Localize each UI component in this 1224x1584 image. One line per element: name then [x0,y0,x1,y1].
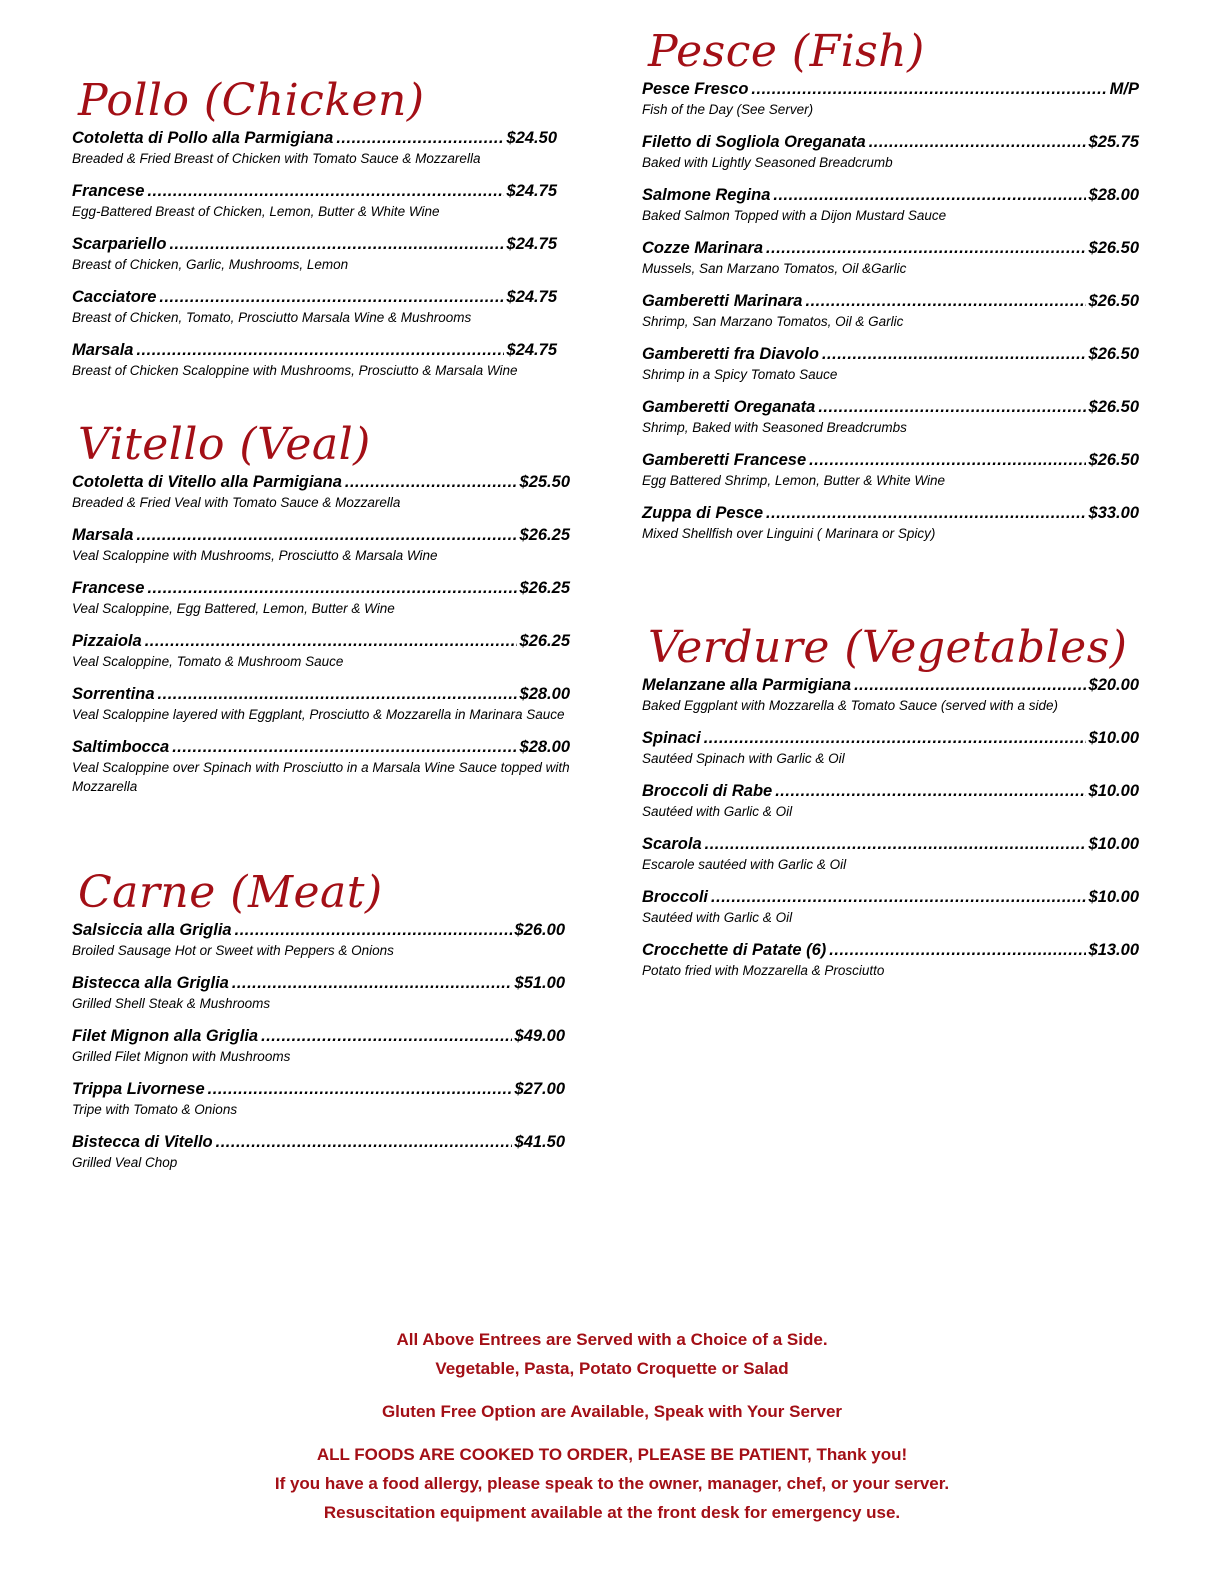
dot-leader [208,1079,512,1099]
menu-item-line [642,185,1139,205]
menu-item-description: Mussels, San Marzano Tomatos, Oil &Garlic [642,261,907,276]
menu-item-name: Crocchette di Patate (6) [642,941,827,959]
dot-leader [766,238,1085,258]
menu-item-price: $51.00 [514,974,565,992]
menu-item-name: Zuppa di Pesce [642,504,764,522]
menu-item-name: Francese [72,579,145,597]
menu-item-line [72,631,570,651]
footer-line: Resuscitation equipment available at the front desk for emergency use. [323,1503,901,1522]
menu-item-description: Egg Battered Shrimp, Lemon, Butter & White Wine [642,473,946,488]
menu-item [642,728,1139,768]
menu-item [72,973,565,1013]
menu-item-price: $13.00 [1088,941,1139,959]
menu-item [642,79,1139,119]
menu-item [72,1026,565,1066]
menu-item-line [642,450,1139,470]
section-vegetables [642,623,1139,993]
dot-leader [854,675,1085,695]
dot-leader [751,79,1106,99]
menu-item-price: $24.75 [506,182,557,200]
section-title-vegetables: Verdure (Vegetables) [648,622,1128,673]
dot-leader [158,684,517,704]
menu-item-price: $10.00 [1088,729,1139,747]
dot-leader [145,631,517,651]
menu-item-line [642,344,1139,364]
menu-item-name: Cacciatore [72,288,157,306]
menu-item-description: Mixed Shellfish over Linguini ( Marinara or Spicy) [642,526,936,541]
menu-item-line [72,340,557,360]
menu-item-description: Grilled Shell Steak & Mushrooms [72,996,271,1011]
menu-item-description: Veal Scaloppine, Tomato & Mushroom Sauce [72,654,344,669]
menu-item-name: Saltimbocca [72,738,170,756]
menu-item [72,128,557,168]
menu-item-line [72,525,570,545]
footer-notes [0,1325,1224,1527]
menu-item [642,503,1139,543]
menu-item-price: $26.50 [1088,345,1139,363]
menu-item-price: $26.25 [519,526,570,544]
menu-item-name: Gamberetti Francese [642,451,807,469]
menu-item-description: Baked Salmon Topped with a Dijon Mustard Sauce [642,208,947,223]
menu-item-name: Marsala [72,341,134,359]
menu-item-description: Egg-Battered Breast of Chicken, Lemon, Butter & White Wine [72,204,440,219]
dot-leader [829,940,1085,960]
menu-item-name: Melanzane alla Parmigiana [642,676,852,694]
menu-item-name: Broccoli [642,888,709,906]
footer-line: Gluten Free Option are Available, Speak with Your Server [381,1402,843,1421]
menu-item-name: Filetto di Sogliola Oreganata [642,133,866,151]
menu-item-name: Salmone Regina [642,186,771,204]
menu-item-price: $24.75 [506,235,557,253]
menu-item-price: $26.00 [514,921,565,939]
menu-item-line [72,472,570,492]
menu-item-description: Sautéed with Garlic & Oil [642,804,793,819]
section-meat [72,868,565,1185]
menu-item-line [642,503,1139,523]
menu-item [642,940,1139,980]
menu-item-name: Salsiccia alla Griglia [72,921,232,939]
menu-item-price: M/P [1109,80,1139,98]
menu-item-description: Breast of Chicken, Tomato, Prosciutto Marsala Wine & Mushrooms [72,310,472,325]
menu-item-price: $25.50 [519,473,570,491]
menu-item-line [72,973,565,993]
menu-item [642,887,1139,927]
menu-item [642,675,1139,715]
menu-item-price: $10.00 [1088,835,1139,853]
menu-item-name: Cozze Marinara [642,239,764,257]
menu-item-price: $10.00 [1088,782,1139,800]
dot-leader [261,1026,511,1046]
menu-item-description: Escarole sautéed with Garlic & Oil [642,857,847,872]
menu-item [642,344,1139,384]
menu-item [72,631,570,671]
menu-item-description: Shrimp, Baked with Seasoned Breadcrumbs [642,420,907,435]
menu-item-description: Veal Scaloppine over Spinach with Prosciutto in a Marsala Wine Sauce topped with Mozzarella [72,760,570,794]
menu-item-line [72,1079,565,1099]
menu-item-description: Potato fried with Mozzarella & Prosciutto [642,963,885,978]
footer-line: If you have a food allergy, please speak to the owner, manager, chef, or your server. [274,1474,950,1493]
dot-leader [216,1132,512,1152]
menu-item [642,450,1139,490]
dot-leader [822,344,1086,364]
menu-item [642,291,1139,331]
menu-item-description: Sautéed with Garlic & Oil [642,910,793,925]
menu-item-line [72,234,557,254]
menu-item-description: Veal Scaloppine layered with Eggplant, Prosciutto & Mozzarella in Marinara Sauce [72,707,565,722]
section-title-meat: Carne (Meat) [78,867,383,918]
menu-item-description: Breast of Chicken Scaloppine with Mushrooms, Prosciutto & Marsala Wine [72,363,518,378]
dot-leader [136,340,503,360]
dot-leader [232,973,512,993]
item-list [642,675,1139,980]
menu-item-price: $28.00 [519,685,570,703]
menu-item [642,397,1139,437]
menu-item-line [642,834,1139,854]
menu-item-price: $24.75 [506,288,557,306]
menu-item-name: Gamberetti Oreganata [642,398,816,416]
section-veal [72,420,570,809]
menu-item-line [72,128,557,148]
menu-item-line [642,397,1139,417]
menu-item-name: Broccoli di Rabe [642,782,773,800]
menu-item-price: $25.75 [1088,133,1139,151]
menu-item-name: Filet Mignon alla Griglia [72,1027,259,1045]
menu-item-line [642,291,1139,311]
footer-line: ALL FOODS ARE COOKED TO ORDER, PLEASE BE PATIENT, Thank you! [316,1445,908,1464]
menu-item-price: $10.00 [1088,888,1139,906]
menu-item-price: $26.50 [1088,292,1139,310]
section-title-chicken: Pollo (Chicken) [78,75,425,126]
menu-item-line [72,737,570,757]
menu-item-name: Trippa Livornese [72,1080,205,1098]
dot-leader [147,578,516,598]
menu-item-name: Pesce Fresco [642,80,749,98]
dot-leader [775,781,1085,801]
dot-leader [159,287,503,307]
dot-leader [869,132,1086,152]
menu-item-price: $26.50 [1088,398,1139,416]
menu-item [72,578,570,618]
dot-leader [345,472,517,492]
menu-item [642,834,1139,874]
menu-item-description: Grilled Filet Mignon with Mushrooms [72,1049,291,1064]
menu-item [72,684,570,724]
menu-item-name: Pizzaiola [72,632,142,650]
menu-item-name: Gamberetti Marinara [642,292,803,310]
menu-item-price: $26.50 [1088,239,1139,257]
menu-item-description: Breaded & Fried Breast of Chicken with Tomato Sauce & Mozzarella [72,151,481,166]
menu-item-name: Cotoletta di Pollo alla Parmigiana [72,129,334,147]
menu-item-price: $33.00 [1088,504,1139,522]
menu-item-price: $24.75 [506,341,557,359]
menu-item-name: Bistecca di Vitello [72,1133,213,1151]
menu-item-name: Cotoletta di Vitello alla Parmigiana [72,473,342,491]
menu-item-price: $26.25 [519,579,570,597]
menu-item-description: Baked with Lightly Seasoned Breadcrumb [642,155,893,170]
dot-leader [818,397,1085,417]
menu-item [642,238,1139,278]
footer-line: All Above Entrees are Served with a Choice of a Side. [396,1330,828,1349]
menu-item [72,1132,565,1172]
item-list [642,79,1139,543]
item-list [72,472,570,796]
menu-item-description: Tripe with Tomato & Onions [72,1102,238,1117]
section-fish [642,27,1139,556]
menu-item-name: Sorrentina [72,685,155,703]
menu-item-name: Scarola [642,835,702,853]
menu-item-description: Baked Eggplant with Mozzarella & Tomato Sauce (served with a side) [642,698,1058,713]
dot-leader [711,887,1086,907]
dot-leader [766,503,1085,523]
menu-item-description: Sautéed Spinach with Garlic & Oil [642,751,845,766]
menu-item [72,181,557,221]
dot-leader [809,450,1085,470]
menu-item-line [642,132,1139,152]
dot-leader [704,728,1086,748]
menu-item-line [72,920,565,940]
dot-leader [805,291,1085,311]
menu-item-name: Marsala [72,526,134,544]
menu-item-price: $49.00 [514,1027,565,1045]
menu-item [72,1079,565,1119]
menu-item-name: Francese [72,182,145,200]
footer-line: Vegetable, Pasta, Potato Croquette or Salad [435,1359,789,1378]
dot-leader [705,834,1086,854]
menu-item-description: Shrimp, San Marzano Tomatos, Oil & Garlic [642,314,904,329]
menu-item [72,525,570,565]
menu-item-line [72,1132,565,1152]
item-list [72,128,557,380]
dot-leader [136,525,516,545]
menu-item-line [642,728,1139,748]
menu-item-name: Scarpariello [72,235,167,253]
menu-item [642,132,1139,172]
menu-item-price: $41.50 [514,1133,565,1151]
menu-item-line [642,887,1139,907]
menu-item-line [72,1026,565,1046]
menu-item-line [642,675,1139,695]
dot-leader [147,181,503,201]
menu-item-description: Grilled Veal Chop [72,1155,178,1170]
menu-item-description: Broiled Sausage Hot or Sweet with Peppers & Onions [72,943,394,958]
section-chicken [72,76,557,393]
menu-item-price: $26.25 [519,632,570,650]
menu-item-description: Breast of Chicken, Garlic, Mushrooms, Lemon [72,257,349,272]
menu-item [642,781,1139,821]
menu-item-line [72,287,557,307]
dot-leader [169,234,503,254]
menu-item-price: $24.50 [506,129,557,147]
menu-item-description: Shrimp in a Spicy Tomato Sauce [642,367,838,382]
section-title-fish: Pesce (Fish) [648,26,925,77]
menu-item [72,287,557,327]
menu-item-price: $27.00 [514,1080,565,1098]
menu-item [72,737,570,796]
menu-item-name: Gamberetti fra Diavolo [642,345,819,363]
menu-item-line [642,79,1139,99]
menu-item-description: Veal Scaloppine, Egg Battered, Lemon, Butter & Wine [72,601,395,616]
menu-item-price: $28.00 [1088,186,1139,204]
menu-item-line [72,684,570,704]
item-list [72,920,565,1172]
dot-leader [773,185,1085,205]
menu-item-description: Fish of the Day (See Server) [642,102,814,117]
menu-item-price: $28.00 [519,738,570,756]
dot-leader [172,737,516,757]
menu-item [72,340,557,380]
menu-item-name: Bistecca alla Griglia [72,974,229,992]
menu-item [72,472,570,512]
menu-item-name: Spinaci [642,729,701,747]
menu-item-line [642,940,1139,960]
menu-item-line [72,578,570,598]
section-title-veal: Vitello (Veal) [78,419,371,470]
menu-item-price: $20.00 [1088,676,1139,694]
menu-item-line [642,781,1139,801]
menu-item-price: $26.50 [1088,451,1139,469]
menu-item-description: Breaded & Fried Veal with Tomato Sauce & Mozzarella [72,495,401,510]
menu-item-description: Veal Scaloppine with Mushrooms, Prosciutto & Marsala Wine [72,548,438,563]
menu-item [642,185,1139,225]
menu-item [72,920,565,960]
menu-item-line [72,181,557,201]
menu-item-line [642,238,1139,258]
dot-leader [336,128,503,148]
dot-leader [235,920,512,940]
menu-item [72,234,557,274]
